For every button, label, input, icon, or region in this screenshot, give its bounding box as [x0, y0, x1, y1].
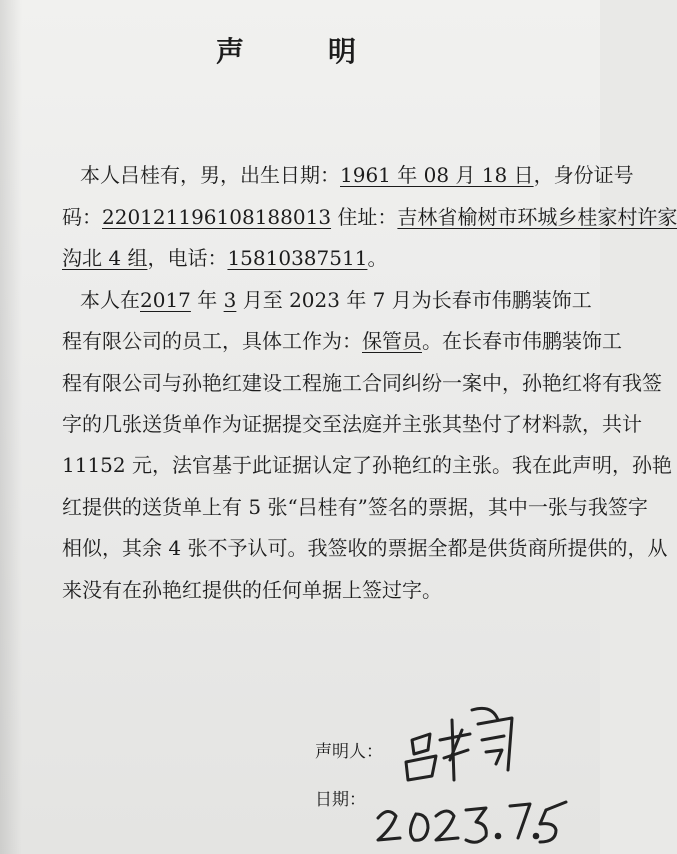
para2-line2	[62, 326, 622, 356]
para2-line8: 来没有在孙艳红提供的任何单据上签过字。	[62, 578, 442, 602]
para1-line1	[80, 160, 634, 190]
handwritten-signature	[392, 700, 532, 785]
document-title: 声 明	[215, 35, 384, 68]
para2-line4: 字的几张送货单作为证据提交至法庭并主张其垫付了材料款，共计	[62, 412, 642, 436]
line-text: ，电话：	[147, 246, 228, 270]
line-text: 程有限公司的员工，具体工作为：	[62, 329, 362, 353]
handwritten-date	[370, 792, 580, 850]
line-text: 年	[190, 288, 224, 312]
para1-line2	[62, 202, 677, 232]
line-text: ，身份证号	[533, 163, 634, 187]
para2-line5: 11152 元，法官基于此证据认定了孙艳红的主张。我在此声明，孙艳	[62, 453, 672, 477]
para2-line3: 程有限公司与孙艳红建设工程施工合同纠纷一案中，孙艳红将有我签	[62, 371, 662, 395]
line-text: 。在长春市伟鹏装饰工	[422, 329, 622, 353]
para1-line3	[62, 243, 387, 273]
line-text: 住址：	[331, 205, 398, 229]
address-value: 吉林省榆树市环城乡桂家村许家	[397, 205, 677, 229]
line-text: 月至 2023 年 7 月为长春市伟鹏装饰工	[236, 288, 592, 312]
line-text: 本人吕桂有，男，出生日期：	[80, 163, 340, 187]
start-year-value: 2017	[140, 288, 191, 312]
job-title-value: 保管员	[362, 329, 422, 353]
para2-line7: 相似，其余 4 张不予认可。我签收的票据全都是供货商所提供的，从	[62, 536, 668, 560]
page-shadow	[0, 0, 22, 854]
line-text: 。	[367, 246, 388, 270]
declarant-label: 声明人：	[315, 742, 383, 762]
address-value-cont: 沟北 4 组	[62, 246, 148, 270]
date-label: 日期：	[315, 790, 366, 810]
start-month-value: 3	[223, 288, 237, 312]
line-text: 本人在	[80, 288, 140, 312]
phone-value: 15810387511	[227, 246, 368, 270]
para2-line1	[80, 285, 592, 315]
line-text: 码：	[62, 205, 102, 229]
id-number-value: 220121196108188013	[102, 205, 332, 229]
birth-date-value: 1961 年 08 月 18 日	[340, 163, 534, 187]
para2-line6: 红提供的送货单上有 5 张“吕桂有”签名的票据，其中一张与我签字	[62, 495, 648, 519]
